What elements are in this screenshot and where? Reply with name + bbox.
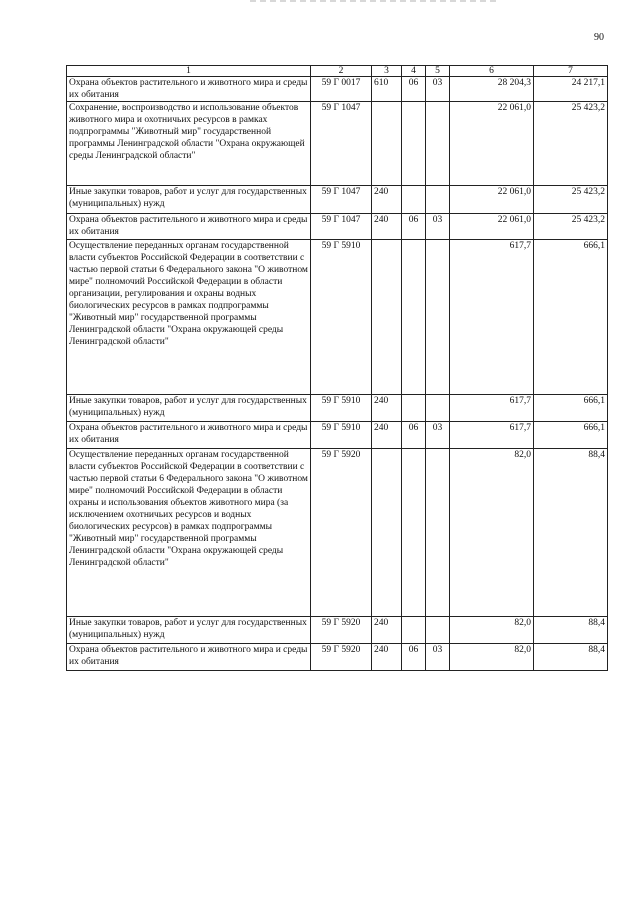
table-row xyxy=(67,422,608,449)
row-name: Охрана объектов растительного и животного мира и среды их обитания xyxy=(67,214,311,240)
section xyxy=(402,186,426,214)
budget-table xyxy=(66,65,608,671)
subsection xyxy=(426,102,450,186)
section xyxy=(402,449,426,617)
target-code: 59 Г 5910 xyxy=(311,422,372,449)
expense-type: 610 xyxy=(372,77,402,102)
amount-1: 22 061,0 xyxy=(450,214,534,240)
amount-2: 25 423,2 xyxy=(534,214,608,240)
column-header-3: 3 xyxy=(372,66,402,77)
expense-type: 240 xyxy=(372,214,402,240)
amount-1: 82,0 xyxy=(450,617,534,644)
target-code: 59 Г 5920 xyxy=(311,644,372,671)
expense-type: 240 xyxy=(372,617,402,644)
row-name: Охрана объектов растительного и животного мира и среды их обитания xyxy=(67,644,311,671)
section: 06 xyxy=(402,422,426,449)
expense-type: 240 xyxy=(372,395,402,422)
section xyxy=(402,617,426,644)
column-header-7: 7 xyxy=(534,66,608,77)
table-row xyxy=(67,449,608,617)
expense-type xyxy=(372,240,402,395)
section xyxy=(402,395,426,422)
table-row xyxy=(67,240,608,395)
subsection: 03 xyxy=(426,214,450,240)
amount-2: 25 423,2 xyxy=(534,186,608,214)
subsection: 03 xyxy=(426,77,450,102)
subsection xyxy=(426,186,450,214)
column-header-6: 6 xyxy=(450,66,534,77)
amount-2: 666,1 xyxy=(534,422,608,449)
row-name: Охрана объектов растительного и животного мира и среды их обитания xyxy=(67,422,311,449)
amount-2: 88,4 xyxy=(534,644,608,671)
table-row xyxy=(67,644,608,671)
section: 06 xyxy=(402,214,426,240)
amount-1: 617,7 xyxy=(450,395,534,422)
table-row xyxy=(67,77,608,102)
amount-1: 617,7 xyxy=(450,240,534,395)
target-code: 59 Г 1047 xyxy=(311,186,372,214)
column-header-5: 5 xyxy=(426,66,450,77)
amount-1: 82,0 xyxy=(450,449,534,617)
table-row xyxy=(67,395,608,422)
target-code: 59 Г 5910 xyxy=(311,240,372,395)
column-header-2: 2 xyxy=(311,66,372,77)
scan-artifact xyxy=(250,0,500,2)
target-code: 59 Г 5910 xyxy=(311,395,372,422)
row-name: Иные закупки товаров, работ и услуг для государственных (муниципальных) нужд xyxy=(67,186,311,214)
page-number: 90 xyxy=(594,32,604,43)
row-name: Иные закупки товаров, работ и услуг для государственных (муниципальных) нужд xyxy=(67,395,311,422)
section xyxy=(402,240,426,395)
target-code: 59 Г 0017 xyxy=(311,77,372,102)
table-row xyxy=(67,186,608,214)
row-name: Осуществление переданных органам государственной власти субъектов Российской Федерации в соответствии с частью первой статьи 6 Федерального закона "О животном мире" полномочий Российской Федерации в области организации, регулирования и охраны водных биологических ресурсов в рамках подпрограммы "Животный мир" государственной программы Ленинградской области "Охрана окружающей среды Ленинградской области" xyxy=(67,240,311,395)
amount-1: 28 204,3 xyxy=(450,77,534,102)
amount-1: 22 061,0 xyxy=(450,186,534,214)
expense-type xyxy=(372,102,402,186)
expense-type: 240 xyxy=(372,422,402,449)
column-header-1: 1 xyxy=(67,66,311,77)
amount-1: 617,7 xyxy=(450,422,534,449)
subsection: 03 xyxy=(426,644,450,671)
table-row xyxy=(67,617,608,644)
target-code: 59 Г 5920 xyxy=(311,617,372,644)
subsection xyxy=(426,395,450,422)
amount-2: 25 423,2 xyxy=(534,102,608,186)
amount-2: 88,4 xyxy=(534,617,608,644)
column-header-4: 4 xyxy=(402,66,426,77)
expense-type: 240 xyxy=(372,644,402,671)
subsection xyxy=(426,617,450,644)
section: 06 xyxy=(402,77,426,102)
expense-type xyxy=(372,449,402,617)
amount-2: 88,4 xyxy=(534,449,608,617)
amount-2: 666,1 xyxy=(534,240,608,395)
expense-type: 240 xyxy=(372,186,402,214)
amount-2: 24 217,1 xyxy=(534,77,608,102)
subsection: 03 xyxy=(426,422,450,449)
row-name: Сохранение, воспроизводство и использование объектов животного мира и охотничьих ресурсов в рамках подпрограммы "Животный мир" государственной программы Ленинградской области "Охрана окружающей среды Ленинградской области" xyxy=(67,102,311,186)
subsection xyxy=(426,240,450,395)
row-name: Осуществление переданных органам государственной власти субъектов Российской Федерации в соответствии с частью первой статьи 6 Федерального закона "О животном мире" полномочий Российской Федерации в области охраны и использования объектов животного мира (за исключением охотничьих ресурсов и водных биологических ресурсов) в рамках подпрограммы "Животный мир" государственной программы Ленинградской области "Охрана окружающей среды Ленинградской области" xyxy=(67,449,311,617)
amount-2: 666,1 xyxy=(534,395,608,422)
table-row xyxy=(67,214,608,240)
table-row xyxy=(67,102,608,186)
section: 06 xyxy=(402,644,426,671)
target-code: 59 Г 1047 xyxy=(311,214,372,240)
row-name: Иные закупки товаров, работ и услуг для государственных (муниципальных) нужд xyxy=(67,617,311,644)
header-row xyxy=(67,66,608,77)
target-code: 59 Г 5920 xyxy=(311,449,372,617)
target-code: 59 Г 1047 xyxy=(311,102,372,186)
amount-1: 22 061,0 xyxy=(450,102,534,186)
subsection xyxy=(426,449,450,617)
section xyxy=(402,102,426,186)
row-name: Охрана объектов растительного и животного мира и среды их обитания xyxy=(67,77,311,102)
amount-1: 82,0 xyxy=(450,644,534,671)
